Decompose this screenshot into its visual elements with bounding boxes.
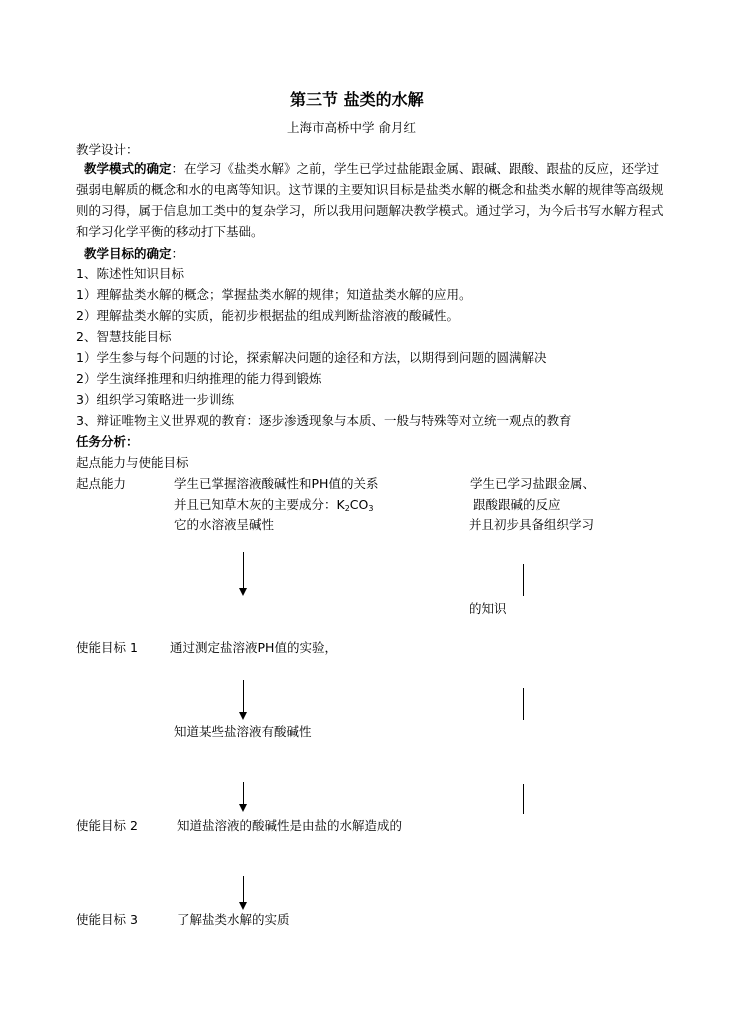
goal-line: 2）理解盐类水解的实质，能初步根据盐的组成判断盐溶液的酸碱性。 [76,308,459,323]
start-col2-line: 学生已学习盐跟金属、 [470,476,596,491]
goal-line: 2、智慧技能目标 [76,329,172,344]
mode-paragraph [76,158,666,242]
right-vline [523,688,524,720]
arrow-line [243,552,244,588]
author-line: 上海市高桥中学 俞月红 [287,120,416,135]
goal-line: 3）组织学习策略进一步训练 [76,392,234,407]
task-label: 任务分析： [76,434,139,449]
step-text: 了解盐类水解的实质 [177,912,290,927]
mode-text: ：在学习《盐类水解》之前，学生已学过盐能跟金属、跟碱、跟酸、跟盐的反应，还学过强弱电解质的概念和水的电离等知识。这节课的主要知识目标是盐类水解的概念和盐类水解的规律等高级规则的习得，属于信息加工类中的复杂学习，所以我用问题解决教学模式。通过学习，为今后书写水解方程式和学习化学平衡的移动打下基础。 [76,161,664,239]
arrow-head [239,902,247,910]
arrow-head [239,804,247,812]
start-col2-line: 跟酸跟碱的反应 [473,497,561,512]
task-subtitle: 起点能力与使能目标 [76,455,189,470]
goals-heading [84,248,184,261]
goal-line: 2）学生演绎推理和归纳推理的能力得到锻炼 [76,371,322,386]
start-col2-line: 的知识 [469,601,507,616]
right-vline [523,784,524,814]
start-col1-line: 它的水溶液呈碱性 [174,517,275,532]
goals-label: 教学目标的确定 [84,246,172,261]
step-text: 知道某些盐溶液有酸碱性 [174,724,312,739]
arrow-head [239,712,247,720]
arrow-head [239,588,247,596]
goal-line: 1）学生参与每个问题的讨论，探索解决问题的途径和方法，以期得到问题的圆满解决 [76,350,547,365]
page-title: 第三节 盐类的水解 [290,90,424,109]
arrow-line [243,782,244,804]
arrow-line [243,680,244,712]
start-col2-line: 并且初步具备组织学习 [469,517,595,532]
step-label: 使能目标 3 [76,912,138,927]
step-label: 使能目标 1 [76,640,138,655]
arrow-line [243,876,244,902]
step-text: 通过测定盐溶液PH值的实验， [170,640,337,655]
design-label: 教学设计： [76,142,139,157]
goal-line: 1、陈述性知识目标 [76,266,184,281]
start-col1-line: 学生已掌握溶液酸碱性和PH值的关系 [174,476,379,491]
start-label: 起点能力 [76,476,127,491]
right-vline [523,564,524,596]
start-col1-line: 并且已知草木灰的主要成分：$K_2CO_3$ [174,497,374,513]
step-text: 知道盐溶液的酸碱性是由盐的水解造成的 [177,818,403,833]
mode-label: 教学模式的确定 [84,161,172,176]
step-label: 使能目标 2 [76,818,138,833]
goal-line: 3、辩证唯物主义世界观的教育：逐步渗透现象与本质、一般与特殊等对立统一观点的教育 [76,413,572,428]
goals-colon: ： [171,246,185,261]
goal-line: 1）理解盐类水解的概念；掌握盐类水解的规律；知道盐类水解的应用。 [76,287,472,302]
